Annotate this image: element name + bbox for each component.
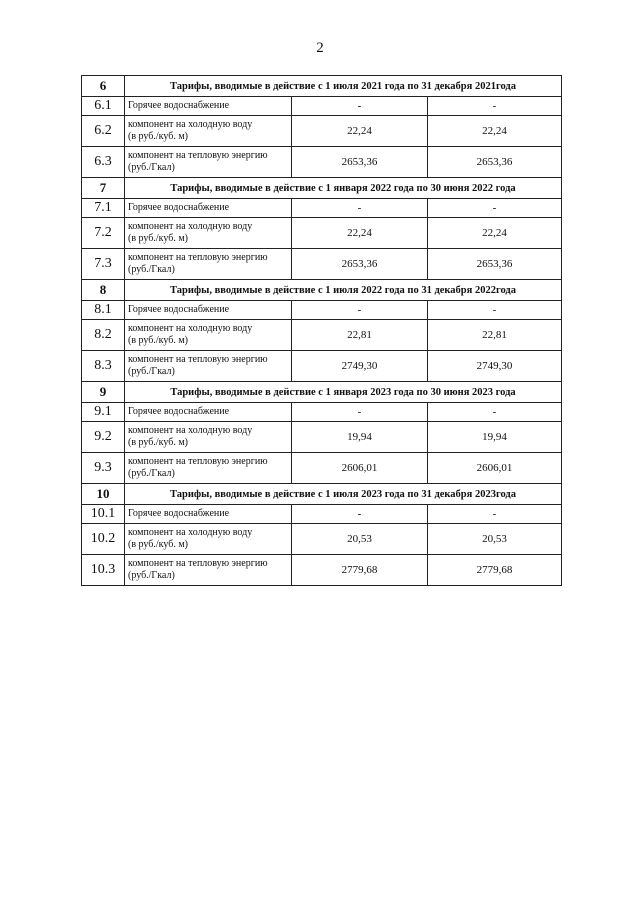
row-name-line2: (в руб./куб. м) [128, 233, 188, 244]
row-number: 6.3 [82, 147, 125, 178]
value-cell-1: 2606,01 [292, 453, 428, 484]
table-row [82, 97, 562, 116]
row-number: 6.2 [82, 116, 125, 147]
row-number: 8.1 [82, 301, 125, 320]
section-header-row [82, 178, 562, 199]
row-number: 9.3 [82, 453, 125, 484]
value-cell-2: 2653,36 [428, 249, 562, 280]
value-cell-2: 2749,30 [428, 351, 562, 382]
table-row [82, 351, 562, 382]
row-number: 7.1 [82, 199, 125, 218]
value-cell-2: - [428, 403, 562, 422]
row-number: 8.3 [82, 351, 125, 382]
value-cell-2: 2779,68 [428, 555, 562, 586]
section-title: Тарифы, вводимые в действие с 1 января 2023 года по 30 июня 2023 года [125, 382, 562, 403]
row-name-line1: компонент на тепловую энергию [128, 252, 268, 263]
row-name-line1: компонент на тепловую энергию [128, 456, 268, 467]
table-row [82, 147, 562, 178]
row-name [125, 351, 292, 382]
row-name [125, 301, 292, 320]
row-name-line1: компонент на холодную воду [128, 425, 253, 436]
section-header-row [82, 76, 562, 97]
row-name [125, 218, 292, 249]
row-name-line1: Горячее водоснабжение [128, 304, 230, 315]
row-name [125, 147, 292, 178]
row-name [125, 249, 292, 280]
row-number: 10.3 [82, 555, 125, 586]
table-row [82, 555, 562, 586]
row-name-line1: компонент на холодную воду [128, 527, 253, 538]
row-name [125, 97, 292, 116]
table-row [82, 199, 562, 218]
row-name-line2: (в руб./куб. м) [128, 131, 188, 142]
value-cell-1: 22,81 [292, 320, 428, 351]
row-name [125, 505, 292, 524]
row-name [125, 199, 292, 218]
section-title: Тарифы, вводимые в действие с 1 июля 2023 года по 31 декабря 2023года [125, 484, 562, 505]
value-cell-1: 2653,36 [292, 147, 428, 178]
row-number: 7.3 [82, 249, 125, 280]
row-number: 10.1 [82, 505, 125, 524]
value-cell-1: 2749,30 [292, 351, 428, 382]
value-cell-1: 22,24 [292, 116, 428, 147]
value-cell-1: 2779,68 [292, 555, 428, 586]
row-name [125, 422, 292, 453]
value-cell-1: - [292, 301, 428, 320]
table-row [82, 422, 562, 453]
row-name-line1: Горячее водоснабжение [128, 100, 230, 111]
row-name-line2: (в руб./куб. м) [128, 539, 188, 550]
section-number: 10 [82, 484, 125, 505]
table-row [82, 218, 562, 249]
value-cell-1: 22,24 [292, 218, 428, 249]
value-cell-2: 20,53 [428, 524, 562, 555]
section-number: 7 [82, 178, 125, 199]
value-cell-2: 22,24 [428, 116, 562, 147]
value-cell-2: 19,94 [428, 422, 562, 453]
table-row [82, 524, 562, 555]
value-cell-2: 2653,36 [428, 147, 562, 178]
section-header-row [82, 280, 562, 301]
row-name-line1: компонент на тепловую энергию [128, 558, 268, 569]
row-name-line2: (руб./Гкал) [128, 264, 175, 275]
row-name-line2: (руб./Гкал) [128, 162, 175, 173]
page-number: 2 [316, 40, 324, 56]
row-name-line1: компонент на холодную воду [128, 323, 253, 334]
value-cell-2: 22,24 [428, 218, 562, 249]
row-name [125, 555, 292, 586]
row-name [125, 524, 292, 555]
row-name [125, 116, 292, 147]
section-title: Тарифы, вводимые в действие с 1 июля 2021 года по 31 декабря 2021года [125, 76, 562, 97]
row-name [125, 453, 292, 484]
row-number: 6.1 [82, 97, 125, 116]
table-row [82, 301, 562, 320]
row-number: 9.2 [82, 422, 125, 453]
row-name-line1: компонент на холодную воду [128, 221, 253, 232]
section-number: 8 [82, 280, 125, 301]
section-number: 6 [82, 76, 125, 97]
section-header-row [82, 382, 562, 403]
value-cell-1: - [292, 505, 428, 524]
row-name-line1: компонент на тепловую энергию [128, 150, 268, 161]
row-number: 9.1 [82, 403, 125, 422]
tariff-table [81, 75, 562, 586]
row-number: 8.2 [82, 320, 125, 351]
table-row [82, 453, 562, 484]
row-name-line2: (руб./Гкал) [128, 366, 175, 377]
table-row [82, 505, 562, 524]
table-row [82, 249, 562, 280]
row-name [125, 403, 292, 422]
row-name-line2: (руб./Гкал) [128, 570, 175, 581]
table-row [82, 116, 562, 147]
row-name [125, 320, 292, 351]
value-cell-1: - [292, 97, 428, 116]
section-title: Тарифы, вводимые в действие с 1 января 2022 года по 30 июня 2022 года [125, 178, 562, 199]
row-name-line1: компонент на холодную воду [128, 119, 253, 130]
value-cell-1: - [292, 403, 428, 422]
value-cell-1: 20,53 [292, 524, 428, 555]
row-name-line2: (в руб./куб. м) [128, 335, 188, 346]
row-name-line1: Горячее водоснабжение [128, 202, 230, 213]
value-cell-2: - [428, 505, 562, 524]
row-name-line1: Горячее водоснабжение [128, 508, 230, 519]
section-number: 9 [82, 382, 125, 403]
table-row [82, 320, 562, 351]
value-cell-2: - [428, 97, 562, 116]
row-number: 7.2 [82, 218, 125, 249]
row-name-line1: компонент на тепловую энергию [128, 354, 268, 365]
value-cell-2: 22,81 [428, 320, 562, 351]
value-cell-1: 2653,36 [292, 249, 428, 280]
value-cell-2: 2606,01 [428, 453, 562, 484]
value-cell-2: - [428, 199, 562, 218]
row-name-line2: (в руб./куб. м) [128, 437, 188, 448]
value-cell-2: - [428, 301, 562, 320]
row-name-line1: Горячее водоснабжение [128, 406, 230, 417]
section-title: Тарифы, вводимые в действие с 1 июля 2022 года по 31 декабря 2022года [125, 280, 562, 301]
row-name-line2: (руб./Гкал) [128, 468, 175, 479]
table-row [82, 403, 562, 422]
section-header-row [82, 484, 562, 505]
value-cell-1: 19,94 [292, 422, 428, 453]
value-cell-1: - [292, 199, 428, 218]
row-number: 10.2 [82, 524, 125, 555]
